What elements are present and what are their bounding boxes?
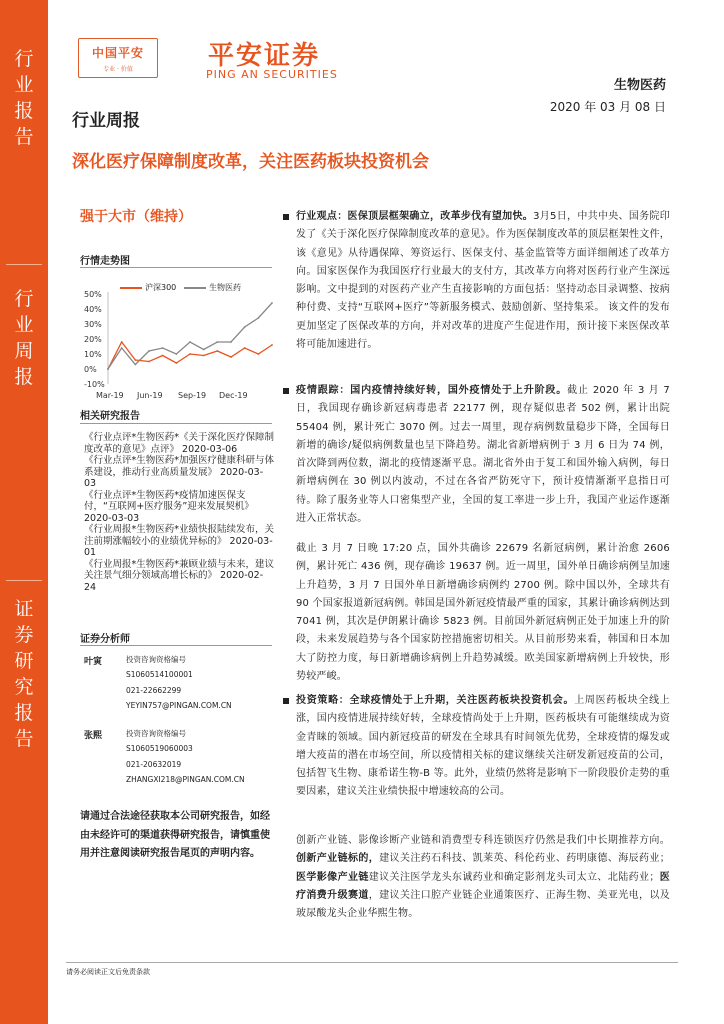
data-point: [148, 350, 150, 352]
data-point: [134, 359, 136, 361]
text: ，建议关注口腔产业链企业通策医疗、正海生物、美亚光电，以及玻尿酸龙头企业华熙生物。: [296, 889, 670, 920]
data-point: [230, 341, 232, 343]
bullet: [283, 698, 289, 704]
sidebar-label-weekly: 行 业 周 报: [14, 288, 34, 388]
x-tick-label: Sep-19: [178, 391, 207, 400]
data-point: [203, 349, 205, 351]
divider: [80, 645, 272, 646]
series-line-bio: [108, 303, 272, 369]
analyst-heading: 证券分析师: [80, 634, 130, 645]
data-point: [216, 341, 218, 343]
trend-chart: [78, 286, 278, 406]
related-reports-list: 《行业点评*生物医药*《关于深化医疗保障制度改革的意见》点评》 2020-03-06 《行业点评*生物医药*加强医疗健康科研与体系建设，推动行业高质量发展》 2020-03-03 《行业点评*生物医药*疫情加速医保支付，“互联网+医疗服务”迎来发展契机》 2020-03-03 《行业周报*生物医药*业绩快报陆续发布，关注前期涨幅较小的业绩优异标的》 2020-03-01 《行业周报*生物医药*兼顾业绩与未来，建议关注景气细分领域高增长标的》 2020-02-24: [84, 432, 275, 593]
disclaimer: 请通过合法途径获取本公司研究报告，如经由未经许可的渠道获得研究报告，请慎重使用并注意阅读研究报告尾页的声明内容。: [80, 811, 270, 859]
data-point: [121, 347, 123, 349]
paragraph-industry-view: [296, 208, 670, 354]
report-title: 深化医疗保障制度改革，关注医药板块投资机会: [72, 152, 429, 172]
sidebar-divider: [6, 580, 42, 581]
data-point: [257, 353, 259, 355]
data-point: [230, 356, 232, 358]
data-point: [257, 317, 259, 319]
data-point: [162, 355, 164, 357]
highlight: 创新产业链标的，: [296, 853, 380, 865]
paragraph-heading: 疫情跟踪：国内疫情持续好转，国外疫情处于上升阶段。: [296, 385, 568, 396]
y-tick-label: 40%: [84, 305, 102, 314]
industry-label: 生物医药: [613, 78, 666, 93]
logo-name: 中国平安: [91, 45, 144, 60]
sidebar-divider: [6, 264, 42, 265]
logo-motto: 专业 · 价值: [103, 65, 133, 73]
bullet: [283, 214, 289, 220]
x-tick-label: Dec-19: [219, 391, 248, 400]
data-point: [175, 353, 177, 355]
x-tick-label: Mar-19: [96, 391, 124, 400]
paragraph-long-term: [296, 832, 670, 923]
data-point: [271, 344, 273, 346]
footer-note: 请务必阅读正文后免责条款: [66, 968, 150, 976]
highlight: 医学影像产业链: [296, 871, 369, 883]
data-point: [148, 361, 150, 363]
paragraph-body: 上周医药板块全线上涨，国内疫情进展持续好转，全球疫情尚处于上升期，医药板块有可能继续成为资金青睐的领域。国内新冠疫苗的研发在全球具有时间领先优势，全球疫情的爆发或增大疫苗的潜在市场空间，所以疫情相关标的建议继续关注研发新冠疫苗的公司，包括智飞生物、康希诺生物-B 等。此外，业绩仍然将是影响下一阶段股价走势的重要因素，建议关注业绩快报中增速较高的公司。: [296, 695, 670, 798]
data-point: [175, 362, 177, 364]
text: 建议关注医学龙头东诚药业和确定影剂龙头司太立、北陆药业；: [368, 871, 660, 883]
sidebar-label-report: 行 业 报 告: [14, 48, 34, 148]
text: 建议关注药石科技、凯莱英、科伦药业、药明康德、海辰药业；: [379, 853, 670, 865]
y-tick-label: 10%: [84, 350, 102, 359]
paragraph-heading: 投资策略：全球疫情处于上升期，关注医药板块投资机会。: [296, 695, 575, 706]
brand-name-en: PING AN SECURITIES: [206, 68, 338, 81]
bullet: [283, 388, 289, 394]
data-point: [121, 341, 123, 343]
footer-divider: [66, 962, 678, 963]
paragraph-epidemic-tracking: [296, 382, 670, 528]
divider: [80, 267, 272, 268]
y-tick-label: 0%: [84, 365, 97, 374]
analyst-name: 叶寅: [84, 657, 103, 667]
paragraph-body: 3月5日，中共中央、国务院印发了《关于深化医疗保障制度改革的意见》。作为医保制度改革的顶层框架性文件，该《意见》从待遇保障、筹资运行、医保支付、基金监管等方面详细阐述了改革方向。国家医保作为我国医疗行业最大的支付方，其改革方向将对医药行业产生深远影响。文中提到的对医药产业产生直接影响的方面包括：坚持动态目录调整、按病种付费、支持“互联网+医疗”等新服务模式、鼓励创新、坚持集采。 该文件的发布更加坚定了医保改革的方向，并对改革的进度产生促进作用，预计接下来医保改革将可能加速进行。: [296, 211, 670, 351]
paragraph-body: 截止 2020 年 3 月 7 日，我国现存确诊新冠病毒患者 22177 例，现存疑似患者 502 例，累计出院 55404 例，累计死亡 3070 例。过去一周里，现存病例数量稳步下降，全国每日新增的确诊/疑似病例数量也呈下降趋势。湖北省新增病例于 3 月 6 日为 74 例，首次降到两位数，湖北的疫情逐渐平息。湖北省外由于复工和国外输入病例，每日新增病例在 30 例以内波动，不过在各省严防死守下，预计疫情渐渐平息指日可待。除了服务业等人口密集型产业，全国的复工率进一步上升，我国产业运作逐渐进入正常状态。: [296, 385, 670, 525]
data-point: [107, 368, 109, 370]
x-tick-label: Jun-19: [137, 391, 163, 400]
data-point: [189, 341, 191, 343]
brand-name-cn: 平安证券: [208, 41, 321, 71]
report-date: 2020 年 03 月 08 日: [549, 100, 666, 114]
data-point: [162, 347, 164, 349]
report-type: 行业周报: [72, 111, 140, 131]
series-line-hs300: [108, 342, 272, 369]
paragraph-overseas: 截止 3 月 7 日晚 17:20 点，国外共确诊 22679 名新冠病例，累计治愈 2606 例，累计死亡 436 例，现存确诊 19637 例。近一周里，国外单日确诊病例呈加速上升趋势，3 月 7 日国外单日新增确诊病例约 2700 例。除中国以外，全球共有 90 个国家报道新冠病例。韩国是国外新冠疫情最严重的国家，其累计确诊病例达到 7041 例，其次是伊朗累计确诊 5823 例。目前国外新冠病例正处于加速上升的阶段，未来发展趋势与各个国家防控措施密切相关。从目前形势来看，韩国和日本加大了防控力度，每日新增确诊病例上升趋势减缓。欧美国家新增病例上升较快，形势较严峻。: [296, 543, 670, 683]
chart-heading: 行情走势图: [80, 256, 130, 267]
analyst-name: 张熙: [84, 731, 103, 741]
related-heading: 相关研究报告: [80, 411, 140, 422]
y-tick-label: 30%: [84, 320, 102, 329]
legend-label-hs300: 沪深300: [145, 283, 177, 292]
data-point: [134, 364, 136, 366]
pingan-logo: [78, 38, 158, 78]
analyst-info: 投资咨询资格编号 S1060519060003 021-20632019 ZHANGXI218@PINGAN.COM.CN: [126, 729, 245, 785]
data-point: [244, 347, 246, 349]
divider: [80, 423, 272, 424]
paragraph-heading: 行业观点：医保顶层框架确立，改革步伐有望加快。: [296, 211, 534, 222]
highlight: 医疗消费升级赛道: [296, 871, 671, 901]
data-point: [244, 326, 246, 328]
data-point: [203, 355, 205, 357]
y-tick-label: -10%: [84, 380, 105, 389]
text: 创新产业链、影像诊断产业链和消费型专科连锁医疗仍然是我们中长期推荐方向。: [296, 835, 670, 846]
sidebar: [0, 0, 48, 1024]
paragraph-investment-strategy: [296, 692, 670, 802]
sidebar-label-research: 证 券 研 究 报 告: [14, 598, 34, 750]
analyst-info: 投资咨询资格编号 S1060514100001 021-22662299 YEYIN757@PINGAN.COM.CN: [126, 655, 232, 711]
legend-label-bio: 生物医药: [209, 283, 241, 292]
y-tick-label: 50%: [84, 290, 102, 299]
data-point: [271, 302, 273, 304]
data-point: [216, 350, 218, 352]
rating: 强于大市（维持）: [80, 209, 192, 225]
y-tick-label: 20%: [84, 335, 102, 344]
data-point: [189, 353, 191, 355]
